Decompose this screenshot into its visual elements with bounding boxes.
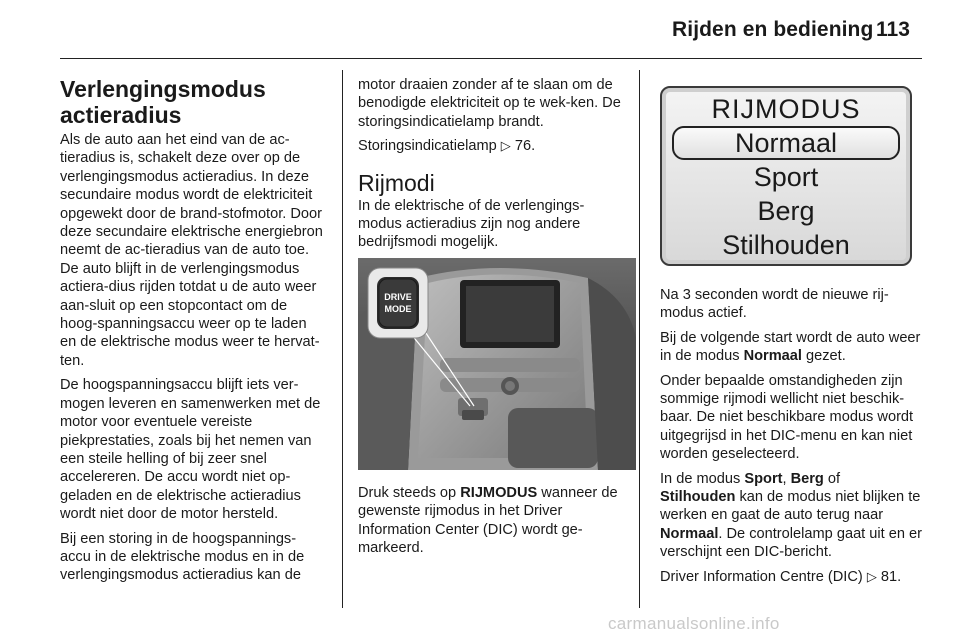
drive-mode-label-2: MODE <box>384 303 412 314</box>
mode-name-bold: Berg <box>790 470 824 487</box>
paragraph: In de elektrische of de verlengings-modus actieradius zijn nog andere bedrijfsmodi mogelijk. <box>358 197 585 251</box>
paragraph: Bij een storing in de hoogspannings-accu in de elektrische modus en in de verlengingsmodus actieradius kan de <box>60 530 305 584</box>
column-divider-2 <box>639 70 640 608</box>
paragraph: Na 3 seconden wordt de nieuwe rij-modus actief. <box>660 287 889 322</box>
column-divider-1 <box>342 70 343 608</box>
drive-mode-label-1: DRIVE <box>384 291 412 302</box>
middle-column <box>358 76 624 563</box>
reference-text: Driver Information Centre (DIC) <box>660 568 863 585</box>
text-run: . De controlelamp gaat uit en er verschijnt een DIC-bericht. <box>660 525 923 561</box>
header-title: Rijden en bediening <box>672 18 874 41</box>
display-option-selected: Normaal <box>672 126 900 160</box>
text-run: Druk steeds op <box>358 484 461 501</box>
text-run: , <box>782 470 791 487</box>
page-reference-icon: ▷ <box>500 138 511 154</box>
paragraph: De hoogspanningsaccu blijft iets ver-mogen leveren en samenwerken met de motor voor eventuele vereiste piekprestaties, zoals bij het nemen van een steile helling of bij zeer snel accelereren. De accu wordt niet op-geladen en de elektrische actieradius wordt niet door de motor hersteld. <box>60 377 321 523</box>
text-run: wanneer de gewenste rijmodus in het Driver Information Center (DIC) wordt ge-markeerd. <box>358 484 618 557</box>
reference-page: 76. <box>514 138 536 155</box>
section-heading-line2: actieradius <box>60 102 182 128</box>
watermark: carmanualsonline.info <box>608 614 780 633</box>
dashboard-image <box>358 258 636 470</box>
header-divider <box>60 58 922 59</box>
paragraph: Onder bepaalde omstandigheden zijn sommige rijmodi wellicht niet beschik-baar. De niet beschikbare modus wordt uitgegrijsd in het DIC-menu en kan niet worden geselecteerd. <box>660 372 914 463</box>
text-run: Bij de volgende start wordt de auto weer in de modus <box>660 329 921 365</box>
paragraph <box>358 137 624 155</box>
page-reference-icon: ▷ <box>866 568 877 584</box>
display-title: RIJMODUS <box>711 94 861 124</box>
section-heading-line1: Verlengingsmodus <box>60 76 266 102</box>
text-run: In de modus <box>660 470 745 487</box>
reference-text: Storingsindicatielamp <box>358 138 497 155</box>
left-column <box>60 76 324 591</box>
display-option: Stilhouden <box>722 230 850 260</box>
button-name-bold: RIJMODUS <box>460 484 538 501</box>
text-run: gezet. <box>801 348 846 365</box>
mode-name-bold: Normaal <box>743 348 802 365</box>
text-run: of <box>823 470 841 487</box>
mode-name-bold: Stilhouden <box>660 489 736 506</box>
display-option: Sport <box>753 162 819 192</box>
right-column <box>660 80 924 592</box>
paragraph: motor draaien zonder af te slaan om de benodigde elektriciteit op te wek-ken. De storingsindicatielamp brandt. <box>358 77 621 130</box>
paragraph <box>660 470 924 562</box>
section-heading: Rijmodi <box>358 169 435 196</box>
paragraph <box>358 484 624 558</box>
mode-name-bold: Sport <box>744 470 783 487</box>
paragraph <box>660 568 924 586</box>
paragraph: Als de auto aan het eind van de ac-tieradius is, schakelt deze over op de verlengingsmodus actieradius. In deze secundaire modus wordt de elektriciteit opgewekt door de brand-stofmotor. Door deze secundaire elektrische energiebron neemt de ac-tieradius van de auto toe. De auto blijft in de verlengingsmodus actiera-dius rijden totdat u de auto weer aan-sluit op een stopcontact om de hoog-spanningsaccu weer op te laden en de elektrische modus weer te hervat-ten. <box>60 132 323 369</box>
reference-page: 81. <box>880 568 902 585</box>
drive-mode-display <box>660 86 912 266</box>
paragraph <box>660 329 924 366</box>
mode-name-bold: Normaal <box>660 525 719 542</box>
page-number: 113 <box>876 18 910 41</box>
dashboard-illustration <box>358 258 636 470</box>
display-option: Berg <box>757 196 815 226</box>
text-run: kan de modus niet blijken te werken en gaat de auto terug naar <box>660 489 921 524</box>
